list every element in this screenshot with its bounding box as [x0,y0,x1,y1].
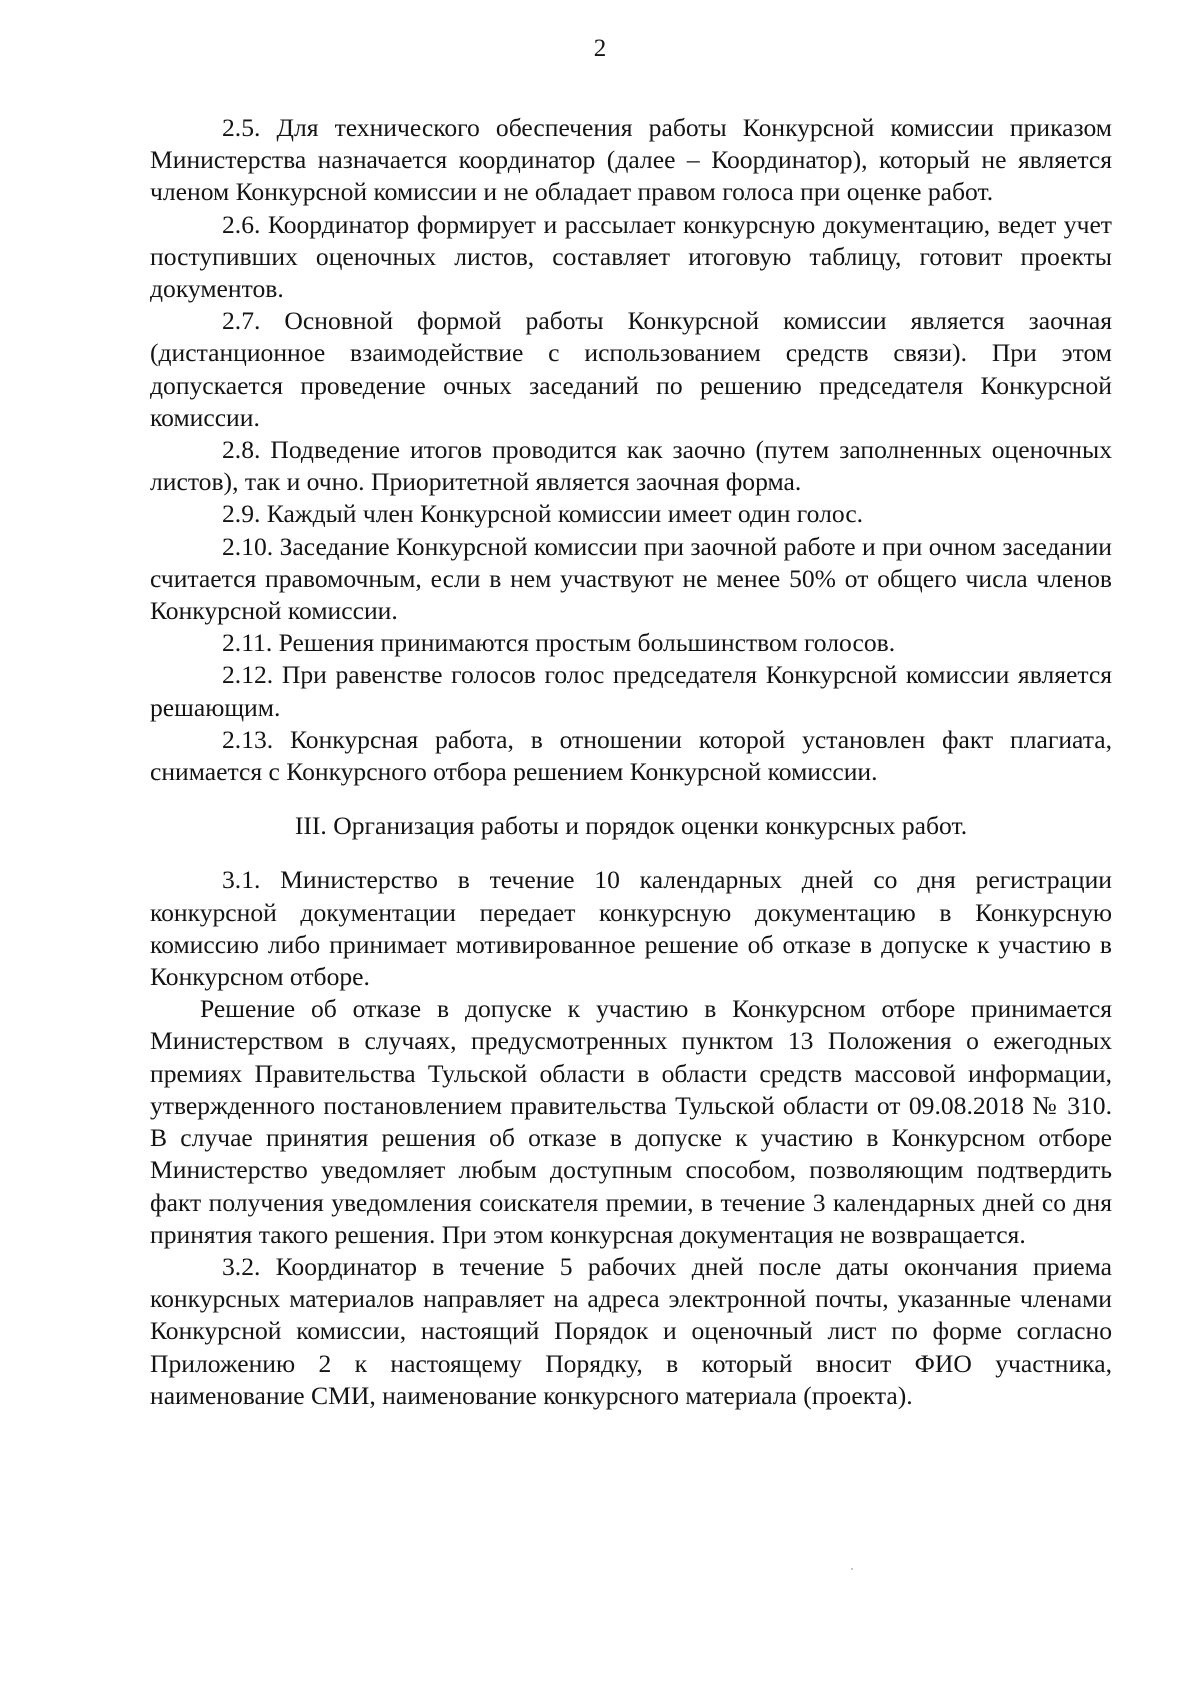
page-number: 2 [593,35,607,62]
paragraph-3-2: 3.2. Координатор в течение 5 рабочих дней после даты окончания приема конкурсных материалов направляет на адреса электронной почты, указанные членами Конкурсной комиссии, настоящий Порядок и оценочный лист по форме согласно Приложению 2 к настоящему Порядку, в который вносит ФИО участника, наименование СМИ, наименование конкурсного материала (проекта). [150,1251,1112,1410]
paragraph-refusal-decision: Решение об отказе в допуске к участию в Конкурсном отборе принимается Министерством в случаях, предусмотренных пунктом 13 Положения о ежегодных премиях Правительства Тульской области в области средств массовой информации, утвержденного постановлением правительства Тульской области от 09.08.2018 № 310. В случае принятия решения об отказе в допуске к участию в Конкурсном отборе Министерство уведомляет любым доступным способом, позволяющим подтвердить факт получения уведомления соискателя премии, в течение 3 календарных дней со дня принятия такого решения. При этом конкурсная документация не возвращается. [150,994,1112,1249]
document-body [150,112,1112,1412]
paragraph-2-5: 2.5. Для технического обеспечения работы Конкурсной комиссии приказом Министерства назначается координатор (далее – Координатор), который не является членом Конкурсной комиссии и не обладает правом голоса при оценке работ. [150,113,1112,207]
paragraph-2-9: 2.9. Каждый член Конкурсной комиссии имеет один голос. [222,499,864,529]
paragraph-2-12: 2.12. При равенстве голосов голос председателя Конкурсной комиссии является решающим. [150,660,1112,722]
paragraph-2-11: 2.11. Решения принимаются простым большинством голосов. [222,628,896,658]
scan-artifact [851,1568,853,1570]
section-heading: III. Организация работы и порядок оценки конкурсных работ. [294,811,968,841]
paragraph-2-6: 2.6. Координатор формирует и рассылает конкурсную документацию, ведет учет поступивших оценочных листов, составляет итоговую таблицу, готовит проекты документов. [150,209,1112,304]
paragraph-2-13: 2.13. Конкурсная работа, в отношении которой установлен факт плагиата, снимается с Конкурсного отбора решением Конкурсной комиссии. [150,724,1112,787]
paragraph-2-10: 2.10. Заседание Конкурсной комиссии при заочной работе и при очном заседании считается правомочным, если в нем участвуют не менее 50% от общего числа членов Конкурсной комиссии. [150,531,1112,626]
paragraph-3-1: 3.1. Министерство в течение 10 календарных дней со дня регистрации конкурсной документации передает конкурсную документацию в Конкурсную комиссию либо принимает мотивированное решение об отказе в допуске к участию в Конкурсном отборе. [150,865,1112,992]
paragraph-2-8: 2.8. Подведение итогов проводится как заочно (путем заполненных оценочных листов), так и очно. Приоритетной является заочная форма. [150,435,1112,497]
paragraph-2-7: 2.7. Основной формой работы Конкурсной комиссии является заочная (дистанционное взаимодействие с использованием средств связи). При этом допускается проведение очных заседаний по решению председателя Конкурсной комиссии. [150,306,1112,432]
